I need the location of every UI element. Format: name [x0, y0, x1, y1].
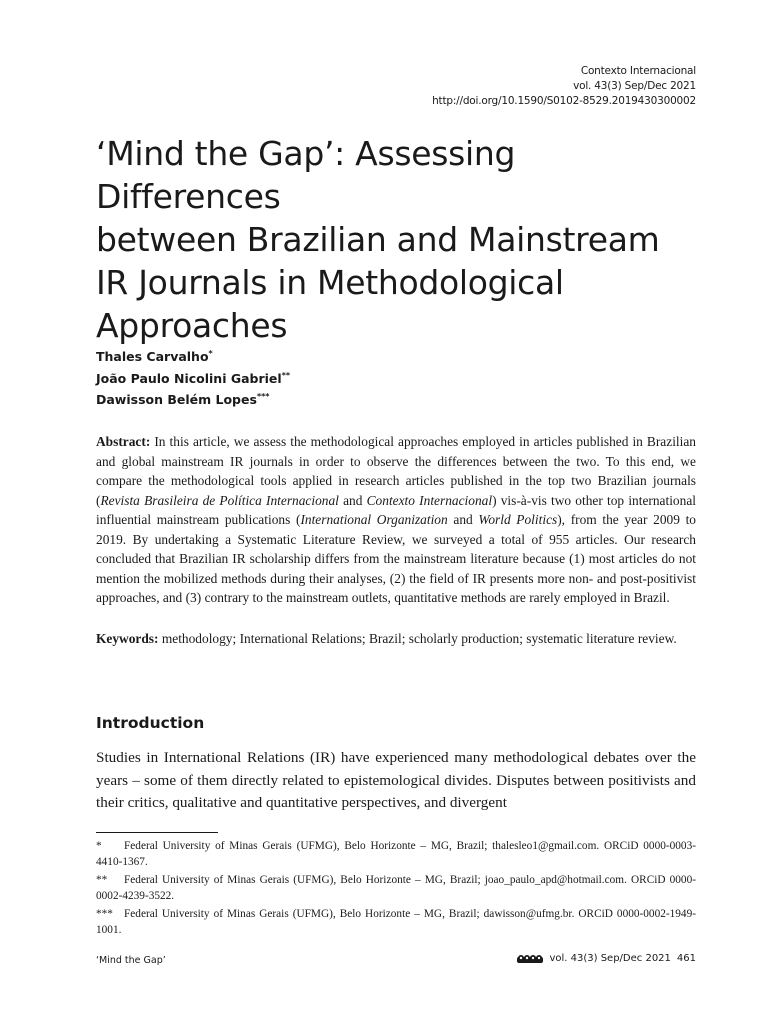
footnote: ** Federal University of Minas Gerais (UFMG), Belo Horizonte – MG, Brazil; joao_paulo_apd@hotmail.com. ORCiD 0000-0002-4239-3522. — [96, 874, 696, 902]
author-list — [96, 346, 290, 411]
page-number: 461 — [676, 953, 696, 964]
author: Thales Carvalho* — [96, 348, 213, 364]
footnotes — [96, 838, 696, 940]
publisher-logo-icon — [517, 954, 543, 964]
journal-title-italic: International Organization — [300, 512, 448, 527]
journal-name: Contexto Internacional — [580, 65, 696, 77]
author: João Paulo Nicolini Gabriel** — [96, 370, 291, 386]
section-heading: Introduction — [96, 714, 205, 732]
author: Dawisson Belém Lopes*** — [96, 391, 270, 407]
footnote-mark[interactable]: * — [208, 348, 213, 358]
page-footer — [517, 953, 696, 964]
article-title — [96, 132, 706, 347]
title-line: between Brazilian and Mainstream — [96, 220, 660, 259]
keywords-label: Keywords: — [96, 631, 159, 646]
introduction-text: Studies in International Relations (IR) have experienced many methodological debates over the years – some of them directly related to epistemological divides. Disputes between positivists and their critics, qualitative and quantitative perspectives, and divergent — [96, 749, 696, 811]
footnote: *** Federal University of Minas Gerais (UFMG), Belo Horizonte – MG, Brazil; dawisson@ufmg.br. ORCiD 0000-0002-1949-1001. — [96, 908, 696, 936]
title-line: ‘Mind the Gap’: Assessing Differences — [96, 134, 516, 216]
abstract: Abstract: In this article, we assess the methodological approaches employed in articles published in Brazilian and global mainstream IR journals in order to observe the differences between the two. To this end, we compare the methodological tools applied in research articles published in the top two Brazilian journals (Revista Brasileira de Política Internacional and Contexto Internacional) vis-à-vis two other top international influential mainstream publications (International Organization and World Politics), from the year 2009 to 2019. By undertaking a Systematic Literature Review, we surveyed a total of 955 articles. Our research concluded that Brazilian IR scholarship differs from the mainstream literature because (1) most articles do not mention the mobilized methods during their analyses, (2) the field of IR presents more non- and post-positivist approaches, and (3) contrary to the mainstream outlets, quantitative methods are rarely employed in Brazil. — [96, 434, 696, 605]
journal-header — [432, 64, 696, 109]
footer-issue: vol. 43(3) Sep/Dec 2021 — [549, 953, 671, 964]
doi-link[interactable]: http://doi.org/10.1590/S0102-8529.2019430300002 — [432, 95, 696, 107]
footnote-mark[interactable]: *** — [256, 391, 270, 401]
running-title: ‘Mind the Gap’ — [96, 955, 166, 966]
journal-title-italic: Contexto Internacional — [366, 492, 493, 508]
journal-issue: vol. 43(3) Sep/Dec 2021 — [573, 80, 696, 92]
keywords: Keywords: methodology; International Relations; Brazil; scholarly production; systematic literature review. — [96, 631, 677, 646]
abstract-label: Abstract: — [96, 434, 151, 449]
journal-title-italic: Revista Brasileira de Política Internacional — [100, 492, 339, 508]
footnote: * Federal University of Minas Gerais (UFMG), Belo Horizonte – MG, Brazil; thalesleo1@gmail.com. ORCiD 0000-0003-4410-1367. — [96, 840, 696, 868]
footnote-divider — [96, 832, 218, 833]
title-line: IR Journals in Methodological — [96, 263, 564, 302]
title-line: Approaches — [96, 306, 288, 345]
footnote-mark[interactable]: ** — [281, 370, 291, 380]
journal-title-italic: World Politics — [478, 512, 558, 527]
